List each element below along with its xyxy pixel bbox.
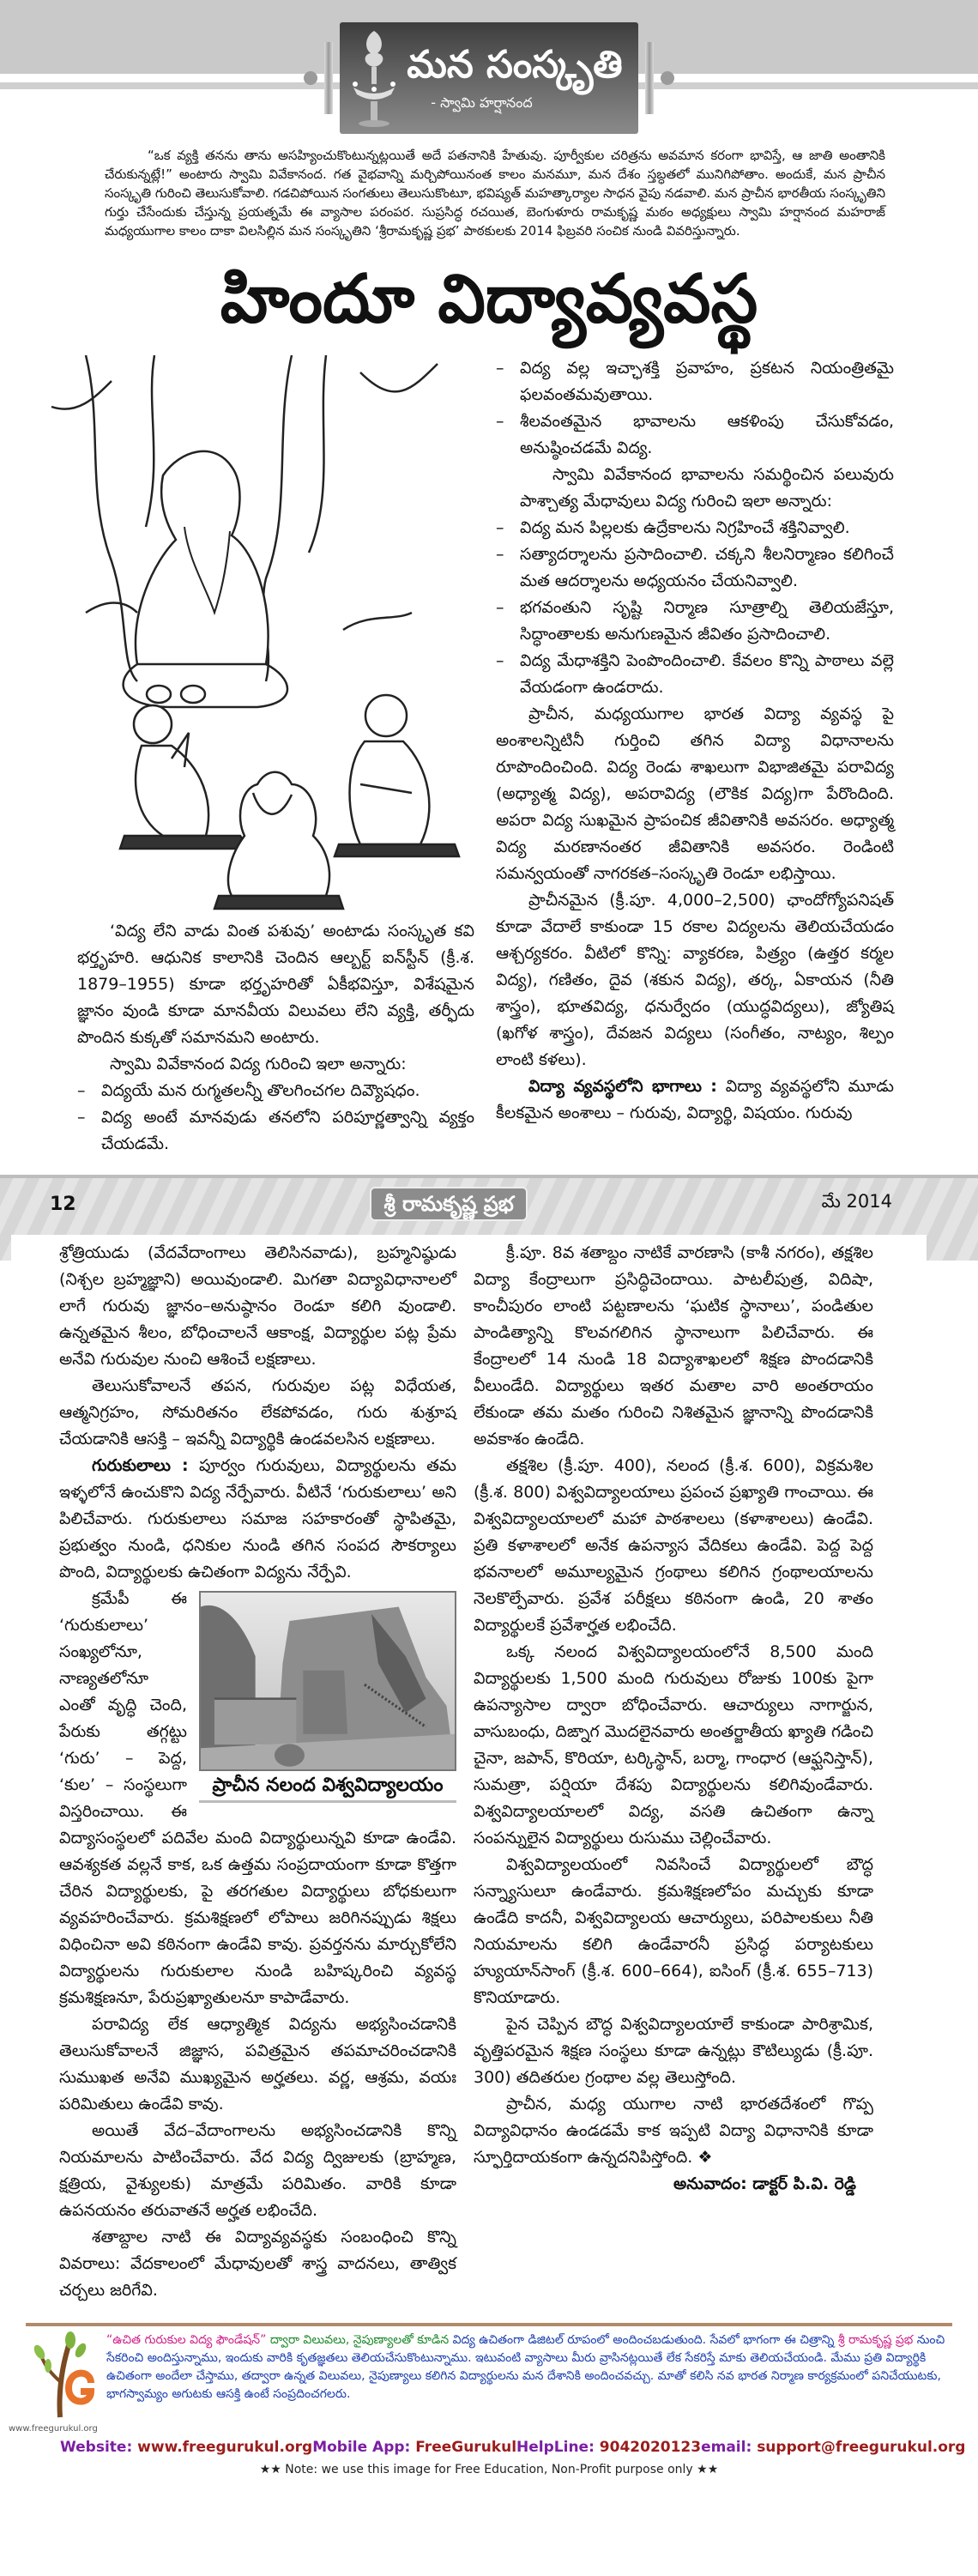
website-link[interactable]: www.freegurukul.org bbox=[137, 2439, 313, 2456]
section-heading: గురుకులాలు : bbox=[92, 1456, 189, 1475]
dash-bullet-icon: – bbox=[77, 1108, 86, 1127]
bullet-text: విద్య వల్ల ఇచ్ఛాశక్తి ప్రవాహం, ప్రకటన నియంత్రితమై ఫలవంతమవుతాయి. bbox=[520, 359, 894, 404]
lower-right-column bbox=[474, 1240, 873, 2198]
logo-url[interactable]: www.freegurukul.org bbox=[9, 2424, 98, 2434]
body-paragraph: ‘విద్య లేని వాడు వింత పశువు’ అంటాడు సంస్కృత కవి భర్తృహరి. ఆధునిక కాలానికి చెందిన ఆల్బర్ట్ ఐన్‌స్టీన్ (క్రీ.శ. 1879–1955) కూడా భర్తృహరితో ఏకీభవిస్తూ, విశేషమైన జ్ఞానం వుండి కూడా మానవీయ విలువలు లేని వ్యక్తి, తర్ఫీదు పొందిన కుక్కతో సమానమని అంటారు. bbox=[77, 922, 474, 1047]
guru-students-illustration bbox=[34, 355, 480, 913]
header-post-left bbox=[324, 42, 333, 114]
dash-bullet-icon: – bbox=[496, 545, 504, 564]
dash-bullet-icon: – bbox=[496, 412, 504, 431]
lower-left-column bbox=[59, 1240, 456, 2304]
footer-message bbox=[106, 2331, 960, 2404]
oil-lamp-icon bbox=[348, 27, 400, 127]
footer-text: నుంచి సేకరించి అందిస్తున్నాము, ఇందుకు వారికి కృతజ్ఞతలు తెలియచేసుకొంటున్నాము. ఇటువంటి వ్యాసాలు మీరు వ్రాసినట్లయితే లేక సేకరిస్తే మాకు తెలియచేయండి. మేము ప్రతి విద్యార్థికి ఉచితంగా అందేలా చేస్తాము, తద్వారా ఉన్నత విలువలు, నైపుణ్యాలు కలిగిన విద్యార్థులను మన దేశానికి అందించవచ్చు. మాతో కలిసి నవ భారత నిర్మాణ కార్యక్రమంలో పనిచేయుటకు, భాగస్వామ్యం అగుటకు ఆసక్తి ఉంటే సంప్రదించగలరు. bbox=[106, 2333, 945, 2401]
nalanda-ruins-photo bbox=[199, 1591, 456, 1771]
footer bbox=[0, 2331, 978, 2434]
bullet-item bbox=[496, 541, 894, 595]
section-text: పూర్వం గురువులు, విద్యార్థులను తమ ఇళ్ళలోనే ఉంచుకొని విద్య నేర్పేవారు. వీటినే ‘గురుకులాలు’ అని పిలిచేవారు. గురుకులాలు సమాజ సహకారంతో స్థాపితమై, ప్రభుత్వం నుండి, ధనికుల నుండి తగిన సంపద సౌకర్యాలు పొంది, విద్యార్థులకు ఉచితంగా విద్యను నేర్పేవి. bbox=[59, 1456, 457, 1581]
body-paragraph: ప్రాచీనమైన (క్రీ.పూ. 4,000–2,500) ఛాందోగ్యోపనిషత్ కూడా వేదాలే కాకుండా 15 రకాల విద్యలను తెలియచేయడం ఆశ్చర్యకరం. వీటిలో కొన్ని: వ్యాకరణ, పిత్ర్యం (ఉత్తర కర్మల విద్య), గణితం, దైవ (శకున విద్య), తర్క, ఏకాయన (నీతి శాస్త్రం), భూతవిద్య, ధనుర్వేదం (యుద్ధవిద్యలు), జ్యోతిష (ఖగోళ శాస్త్రం), దేవజన విద్యలు (సంగీతం, నాట్యం, శిల్పం లాంటి కళలు). bbox=[496, 891, 894, 1069]
body-paragraph: ప్రాచీన, మధ్యయుగాల భారత విద్యా వ్యవస్థ పై అంశాలన్నిటినీ గుర్తించి తగిన విద్యా విధానాలను రూపొందించింది. విద్య రెండు శాఖలుగా విభాజితమై పరావిద్య (అధ్యాత్మ విద్య), అపరావిద్య (లౌకిక విద్య)గా పేరొందింది. అపరా విద్య సుఖమైన ప్రాపంచిక జీవితానికి అవసరం. అధ్యాత్మ విద్య మరణానంతర జీవితానికి అవసరం. రెండింటి సమన్వయంతో నాగరకత–సంస్కృతి రెండూ లభిస్తాయి. bbox=[496, 704, 894, 883]
content-panel bbox=[11, 1235, 927, 2316]
dash-bullet-icon: – bbox=[496, 359, 504, 378]
header-knob-right bbox=[661, 71, 674, 85]
article-title: హిందూ విద్యావ్యవస్థ bbox=[220, 261, 758, 338]
body-paragraph: స్వామి వివేకానంద విద్య గురించి ఇలా అన్నారు: bbox=[110, 1055, 407, 1073]
contact-bar bbox=[60, 2439, 966, 2456]
header-post-right bbox=[645, 42, 654, 114]
photo-caption: ప్రాచీన నలంద విశ్వవిద్యాలయం bbox=[212, 1775, 444, 1796]
app-link[interactable]: FreeGurukul bbox=[415, 2439, 517, 2456]
body-paragraph: ఒక్క నలంద విశ్వవిద్యాలయంలోనే 8,500 మంది విద్యార్థులకు 1,500 మంది గురువులు రోజుకు 100కు పైగా ఉపన్యాసాల ద్వారా బోధించేవారు. ఆచార్యులు నాగార్జున, వాసుబంధు, దిఙ్నాగ మొదలైనవారు అంతర్జాతీయ ఖ్యాతి గడించి చైనా, జపాన్, కొరియా, టర్కిస్థాన్, బర్మా, గాంధార (ఆఫ్ఘనిస్తాన్), సుమత్రా, పర్షియా దేశపు విద్యార్థులను కలిగివుండేవారు. విశ్వవిద్యాలయాలలో విద్య, వసతి ఉచితంగా ఉన్నా సంపన్నులైన విద్యార్థులు రుసుము చెల్లించేవారు. bbox=[474, 1642, 873, 1847]
contact-label: HelpLine: bbox=[516, 2439, 600, 2456]
header-knob-left bbox=[304, 71, 317, 85]
section-paragraph bbox=[496, 1073, 894, 1127]
bullet-text: విద్య మన పిల్లలకు ఉద్రేకాలను నిగ్రహించే శక్తినివ్వాలి. bbox=[520, 518, 850, 537]
intro-paragraph: “ఒక వ్యక్తి తనను తాను అసహ్యించుకొంటున్నట్లయితే అదే పతనానికి హేతువు. పూర్వీకుల చరిత్రను అవమాన కరంగా భావిస్తే, ఆ జాతి అంతానికి చేరుకున్నట్లే!” అంటారు స్వామి వివేకానంద. గత వైభవాన్ని మర్చిపోయినంత కాలం మనమూ, మన దేశం స్తబ్ధతలో మునిగిపోతాం. అందుకే, మన ప్రాచీన సంస్కృతి గురించి తెలుసుకోవాలి. గడచిపోయిన సంగతులు తెలుసుకొంటూ, భవిష్యత్ మహత్కార్యాల సాధన వైపు నడవాలి. మన ప్రాచీన భారతీయ సంస్కృతిని గుర్తు చేసేందుకు చేస్తున్న ప్రయత్నమే ఈ వ్యాసాల పరంపర. సుప్రసిద్ధ రచయిత, బెంగుళూరు రామకృష్ణ మఠం అధ్యక్షులు స్వామి హర్షానంద మహరాజ్ మధ్యయుగాల కాలం దాకా విలసిల్లిన మన సంస్కృతిని ‘శ్రీరామకృష్ణ ప్రభ’ పాఠకులకు 2014 ఫిబ్రవరి సంచిక నుండి వివరిస్తున్నారు. bbox=[105, 148, 885, 239]
body-paragraph: పరావిద్య లేక ఆధ్యాత్మిక విద్యను అభ్యసించడానికి తెలుసుకోవాలనే జిజ్ఞాస, పవిత్రమైన తపమాచరించడానికి సుముఖత అనేవి ముఖ్యమైన అర్హతలు. వర్ణ, ఆశ్రమ, వయః పరిమితులు ఉండేవి కావు. bbox=[59, 2015, 456, 2113]
bullet-item bbox=[496, 408, 894, 462]
usage-note: ★★ Note: we use this image for Free Education, Non-Profit purpose only ★★ bbox=[259, 2463, 719, 2476]
body-paragraph: క్రీ.పూ. 8వ శతాబ్దం నాటికే వారణాసి (కాశీ నగరం), తక్షశిల విద్యా కేంద్రాలుగా ప్రసిద్ధిచెందాయి. పాటలీపుత్ర, విదిషా, కాంచీపురం లాంటి పట్టణాలను ‘ఘటిక స్థానాలు’, పండితుల పాండిత్యాన్ని కొలవగలిగిన స్థానాలుగా పిలిచేవారు. ఈ కేంద్రాలలో 14 నుండి 18 విద్యాశాఖలలో శిక్షణ పొందడానికి వీలుండేది. విద్యార్థులు ఇతర మతాల వారి అంతరాయం లేకుండా తమ మతం గురించి నిశితమైన జ్ఞానాన్ని పొందడానికి అవకాశం ఉండేది. bbox=[474, 1243, 873, 1448]
footer-text: విద్య ఉచితంగా డిజిటల్ రూపంలో అందించబడుతుంది. సేవలో భాగంగా ఈ చిత్రాన్ని bbox=[449, 2333, 838, 2347]
magazine-name: శ్రీ రామకృష్ణ ప్రభ bbox=[370, 1187, 527, 1221]
contact-label: email: bbox=[701, 2439, 758, 2456]
page-number: 12 bbox=[50, 1193, 76, 1215]
magazine-credit: శ్రీ రామకృష్ణ ప్రభ bbox=[837, 2333, 914, 2347]
bullet-text: భగవంతుని సృష్టి నిర్మాణ సూత్రాల్ని తెలియజేస్తూ, సిద్ధాంతాలకు అనుగుణమైన జీవితం ప్రసాదించాలి. bbox=[520, 598, 894, 644]
email-link[interactable]: support@freegurukul.org bbox=[757, 2439, 966, 2456]
author-name: - స్వామి హర్షానంద bbox=[431, 94, 533, 111]
footer-divider bbox=[26, 2323, 952, 2326]
bullet-text: విద్యయే మన రుగ్మతలన్నీ తొలగించగల దివ్యౌషధం. bbox=[101, 1081, 420, 1100]
body-paragraph: క్రమేపీ ఈ ‘గురుకులాలు’ సంఖ్యలోనూ, నాణ్యతలోనూ ఎంతో వృద్ధి చెంది, పేరుకు తగ్గట్టు ‘గురు’ – పెద్ద, ‘కుల’ – సంస్థలుగా విస్తరించాయి. ఈ విద్యాసంస్థలలో పదివేల మంది విద్యార్థులున్నవి కూడా ఉండేవి. ఆవశ్యకత వల్లనే కాక, ఒక ఉత్తమ సంప్రదాయంగా కూడా కొత్తగా చేరిన విద్యార్థులకు, పై తరగతుల విద్యార్థులు బోధకులుగా వ్యవహరించేవారు. క్రమశిక్షణలో లోపాలు జరిగినప్పుడు శిక్షలు విధించినా అవి కఠినంగా ఉండేవి కావు. ప్రవర్తనను మార్చుకోలేని విద్యార్థులను గురుకులాల నుండి బహిష్కరించి వ్యవస్థ క్రమశిక్షణనూ, పేరుప్రఖ్యాతులనూ కాపాడేవారు. bbox=[59, 1589, 456, 2007]
body-paragraph: తెలుసుకోవాలనే తపన, గురువుల పట్ల విధేయత, ఆత్మనిగ్రహం, సోమరితనం లేకపోవడం, గురు శుశ్రూష చేయడానికి ఆసక్తి – ఇవన్నీ విద్యార్థికి ఉండవలసిన లక్షణాలు. bbox=[59, 1376, 456, 1448]
top-left-column bbox=[77, 918, 474, 1158]
top-section bbox=[0, 355, 978, 1175]
body-paragraph: శతాబ్దాల నాటి ఈ విద్యావ్యవస్థకు సంబంధించి కొన్ని వివరాలు: వేదకాలంలో మేధావులతో శాస్త్ర వాదనలు, తాత్విక చర్చలు జరిగేవి. bbox=[59, 2228, 456, 2300]
translator-credit: అనువాదం: డాక్టర్ పి.వి. రెడ్డి bbox=[673, 2174, 856, 2193]
bullet-item bbox=[496, 595, 894, 648]
website-contact[interactable] bbox=[60, 2439, 312, 2456]
email-contact[interactable] bbox=[701, 2439, 965, 2456]
dash-bullet-icon: – bbox=[496, 518, 504, 537]
section-header-box bbox=[340, 22, 637, 134]
bullet-item bbox=[496, 355, 894, 408]
issue-date: మే 2014 bbox=[821, 1191, 892, 1212]
app-contact[interactable] bbox=[312, 2439, 516, 2456]
body-paragraph bbox=[59, 1453, 456, 1586]
body-paragraph: శ్రోత్రియుడు (వేదవేదాంగాలు తెలిసినవాడు), బ్రహ్మనిష్ఠుడు (నిశ్చల బ్రహ్మజ్ఞాని) అయివుండాలి. మిగతా విద్యావిధానాలలో లాగే గురువు జ్ఞానం–అనుష్ఠానం రెండూ కలిగి వుండాలి. ఉన్నతమైన శీలం, బోధించాలనే ఆకాంక్ష, విద్యార్థుల పట్ల ప్రేమ అనేవి గురువుల నుంచి ఆశించే లక్షణాలు. bbox=[59, 1243, 456, 1369]
caption-rule bbox=[199, 1800, 456, 1803]
bullet-item bbox=[496, 515, 894, 541]
section-text: విద్యా వ్యవస్థలోని మూడు కీలకమైన అంశాలు – గురువు, విద్యార్థి, విషయం. గురువు bbox=[496, 1077, 894, 1122]
body-paragraph: స్వామి వివేకానంద భావాలను సమర్థించిన పలువురు పాశ్చాత్య మేధావులు విద్య గురించి ఇలా అన్నారు: bbox=[520, 465, 894, 511]
dash-bullet-icon: – bbox=[496, 651, 504, 670]
bullet-text: విద్య మేధాశక్తిని పెంపొందించాలి. కేవలం కొన్ని పాఠాలు వల్లె వేయడంగా ఉండరాదు. bbox=[520, 651, 894, 697]
helpline-contact[interactable] bbox=[516, 2439, 701, 2456]
contact-label: Mobile App: bbox=[312, 2439, 416, 2456]
header bbox=[0, 0, 978, 146]
dash-bullet-icon: – bbox=[496, 598, 504, 617]
tree-logo-icon bbox=[9, 2331, 103, 2421]
body-paragraph: విశ్వవిద్యాలయంలో నివసించే విద్యార్థులలో బౌద్ధ సన్న్యాసులూ ఉండేవారు. క్రమశిక్షణలోపం మచ్చుకు కూడా ఉండేది కాదనీ, విశ్వవిద్యాలయ ఆచార్యులు, పరిపాలకులు నీతి నియమాలను కలిగి ఉండేవారనీ ప్రసిద్ధ పర్యాటకులు హ్యుయాన్‌సాంగ్ (క్రీ.శ. 600–664), ఐసింగ్ (క్రీ.శ. 655–713) కొనియాడారు. bbox=[474, 1855, 873, 2007]
helpline-number[interactable]: 9042020123 bbox=[599, 2439, 702, 2456]
foundation-name: “ఉచిత గురుకుల విద్య ఫౌండేషన్” bbox=[106, 2333, 267, 2347]
body-paragraph: తక్షశిల (క్రీ.పూ. 400), నలంద (క్రీ.శ. 600), విక్రమశిల (క్రీ.శ. 800) విశ్వవిద్యాలయాలు ప్రపంచ ప్రఖ్యాతి గాంచాయి. ఈ విశ్వవిద్యాలయాలలో మహా పాఠశాలలు (కళాశాలలు) ఉండేవి. ప్రతి కళాశాలలో అనేక ఉపన్యాస వేదికలు ఉండేవి. పెద్ద పెద్ద భవనాలలో అమూల్యమైన గ్రంథాలు కలిగిన గ్రంథాలయాలను నెలకొల్పేవారు. ప్రవేశ పరీక్షలు కఠినంగా ఉండి, 20 శాతం విద్యార్థులకే ప్రవేశార్హత లభించేది. bbox=[474, 1456, 873, 1635]
body-paragraph: పైన చెప్పిన బౌద్ధ విశ్వవిద్యాలయాలే కాకుండా పారిశ్రామిక, వృత్తిపరమైన శిక్షణ సంస్థలు కూడా ఉన్నట్లు కౌటిల్యుడు (క్రీ.పూ. 300) తదితరుల గ్రంథాల వల్ల తెలుస్తోంది. bbox=[474, 2015, 873, 2087]
freegurukul-logo bbox=[9, 2331, 103, 2434]
top-left-area bbox=[34, 355, 480, 1158]
footer-text: ద్వారా విలువలు, నైపుణ్యాలతో కూడిన bbox=[266, 2333, 450, 2347]
section-title: మన సంస్కృతి bbox=[407, 43, 623, 87]
bullet-item bbox=[77, 1104, 474, 1158]
bullet-item bbox=[77, 1078, 474, 1104]
bullet-text: శీలవంతమైన భావాలను ఆకళింపు చేసుకోవడం, అనుష్ఠించడమే విద్య. bbox=[520, 412, 894, 457]
body-paragraph: ప్రాచీన, మధ్య యుగాల నాటి భారతదేశంలో గొప్ప విద్యావిధానం ఉండడమే కాక ఇప్పటి విద్యా విధానానికి కూడా స్ఫూర్తిదాయకంగా ఉన్నదనిపిస్తోంది. ❖ bbox=[474, 2095, 873, 2167]
body-paragraph: అయితే వేద–వేదాంగాలను అభ్యసించడానికి కొన్ని నియమాలను పాటించేవారు. వేద విద్య ద్విజులకు (బ్రాహ్మణ, క్షత్రియ, వైశ్యులకు) మాత్రమే పరిమితం. వారికి కూడా ఉపనయనం తరువాతనే అర్హత లభించేది. bbox=[59, 2121, 456, 2220]
top-right-column bbox=[496, 355, 894, 1127]
photo-figure bbox=[199, 1591, 456, 1803]
bullet-text: సత్యాదర్శాలను ప్రసాదించాలి. చక్కని శీలనిర్మాణం కలిగించే మత ఆదర్శాలను అధ్యయనం చేయనివ్వాలి. bbox=[520, 545, 894, 590]
contact-label: Website: bbox=[60, 2439, 138, 2456]
section-heading: విద్యా వ్యవస్థలోని భాగాలు : bbox=[528, 1077, 717, 1096]
bullet-item bbox=[496, 648, 894, 701]
bullet-text: విద్య అంటే మానవుడు తనలోని పరిపూర్ణత్వాన్ని వ్యక్తం చేయడమే. bbox=[101, 1108, 474, 1153]
dash-bullet-icon: – bbox=[77, 1081, 86, 1100]
